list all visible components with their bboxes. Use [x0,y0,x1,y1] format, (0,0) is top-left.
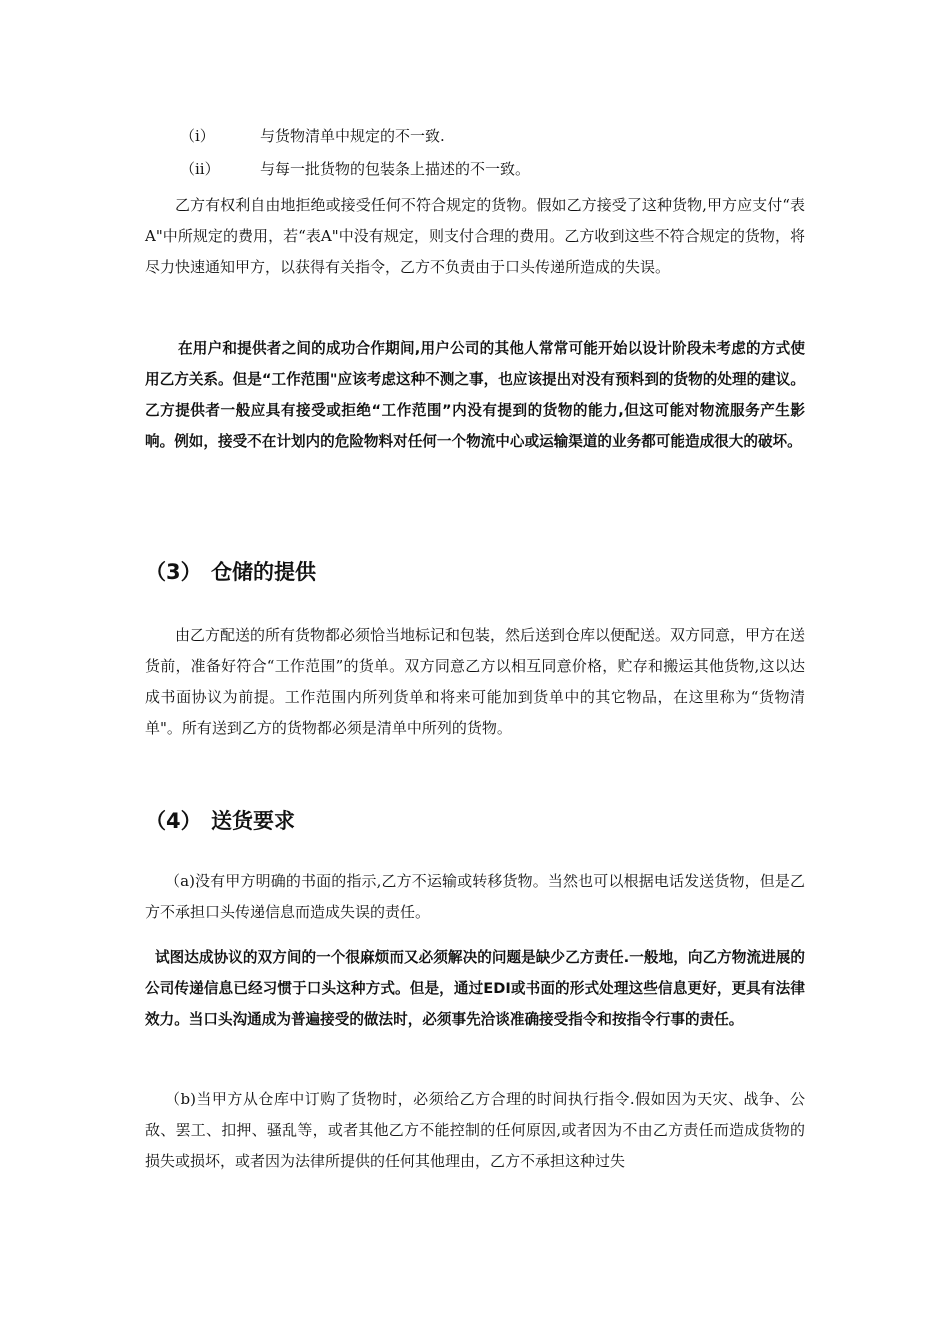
section-title: 仓储的提供 [211,560,316,584]
paragraph-warehousing: 由乙方配送的所有货物都必须恰当地标记和包装，然后送到仓库以便配送。双方同意，甲方在送货前，准备好符合“工作范围”的货单。双方同意乙方以相互同意价格，贮存和搬运其他货物,这以达成书面协议为前提。工作范围内所列货单和将来可能加到货单中的其它物品，在这里称为“货物清单"。所有送到乙方的货物都必须是清单中所列的货物。 [145,626,806,737]
section-number: （4） [145,809,202,833]
list-item-text: 与每一批货物的包装条上描述的不一致。 [260,160,531,178]
section-title: 送货要求 [211,809,295,833]
list-marker: （ii） [180,160,220,178]
section-number: （3） [145,560,202,584]
paragraph-scope-of-work-note: 在用户和提供者之间的成功合作期间,用户公司的其他人常常可能开始以设计阶段未考虑的方式使用乙方关系。但是“工作范围"应该考虑这种不测之事，也应该提出对没有预料到的货物的处理的建议。乙方提供者一般应具有接受或拒绝“工作范围”内没有提到的货物的能力,但这可能对物流服务产生影响。例如，接受不在计划内的危险物料对任何一个物流中心或运输渠道的业务都可能造成很大的破坏。 [145,340,805,450]
list-marker: （i） [180,127,215,145]
paragraph-liability-note: 试图达成协议的双方间的一个很麻烦而又必须解决的问题是缺少乙方责任.一般地，向乙方物流进展的公司传递信息已经习惯于口头这种方式。但是，通过EDI或书面的形式处理这些信息更好，更具有法律效力。当口头沟通成为普遍接受的做法时，必须事先洽谈准确接受指令和按指令行事的责任。 [145,949,805,1028]
paragraph-delivery-a: （a)没有甲方明确的书面的指示,乙方不运输或转移货物。当然也可以根据电话发送货物，但是乙方不承担口头传递信息而造成失误的责任。 [145,872,805,921]
paragraph-rejection-rights: 乙方有权利自由地拒绝或接受任何不符合规定的货物。假如乙方接受了这种货物,甲方应支付“表A"中所规定的费用，若“表A"中没有规定，则支付合理的费用。乙方收到这些不符合规定的货物，将尽力快速通知甲方，以获得有关指令，乙方不负责由于口头传递所造成的失误。 [145,196,805,276]
section-heading-delivery [145,806,295,836]
section-heading-warehousing [145,557,316,587]
paragraph-delivery-b: （b)当甲方从仓库中订购了货物时，必须给乙方合理的时间执行指令.假如因为天灾、战争、公敌、罢工、扣押、骚乱等，或者其他乙方不能控制的任何原因,或者因为不由乙方责任而造成货物的损失或损坏，或者因为法律所提供的任何其他理由，乙方不承担这种过失 [145,1090,805,1170]
list-item-text: 与货物清单中规定的不一致. [260,127,445,145]
